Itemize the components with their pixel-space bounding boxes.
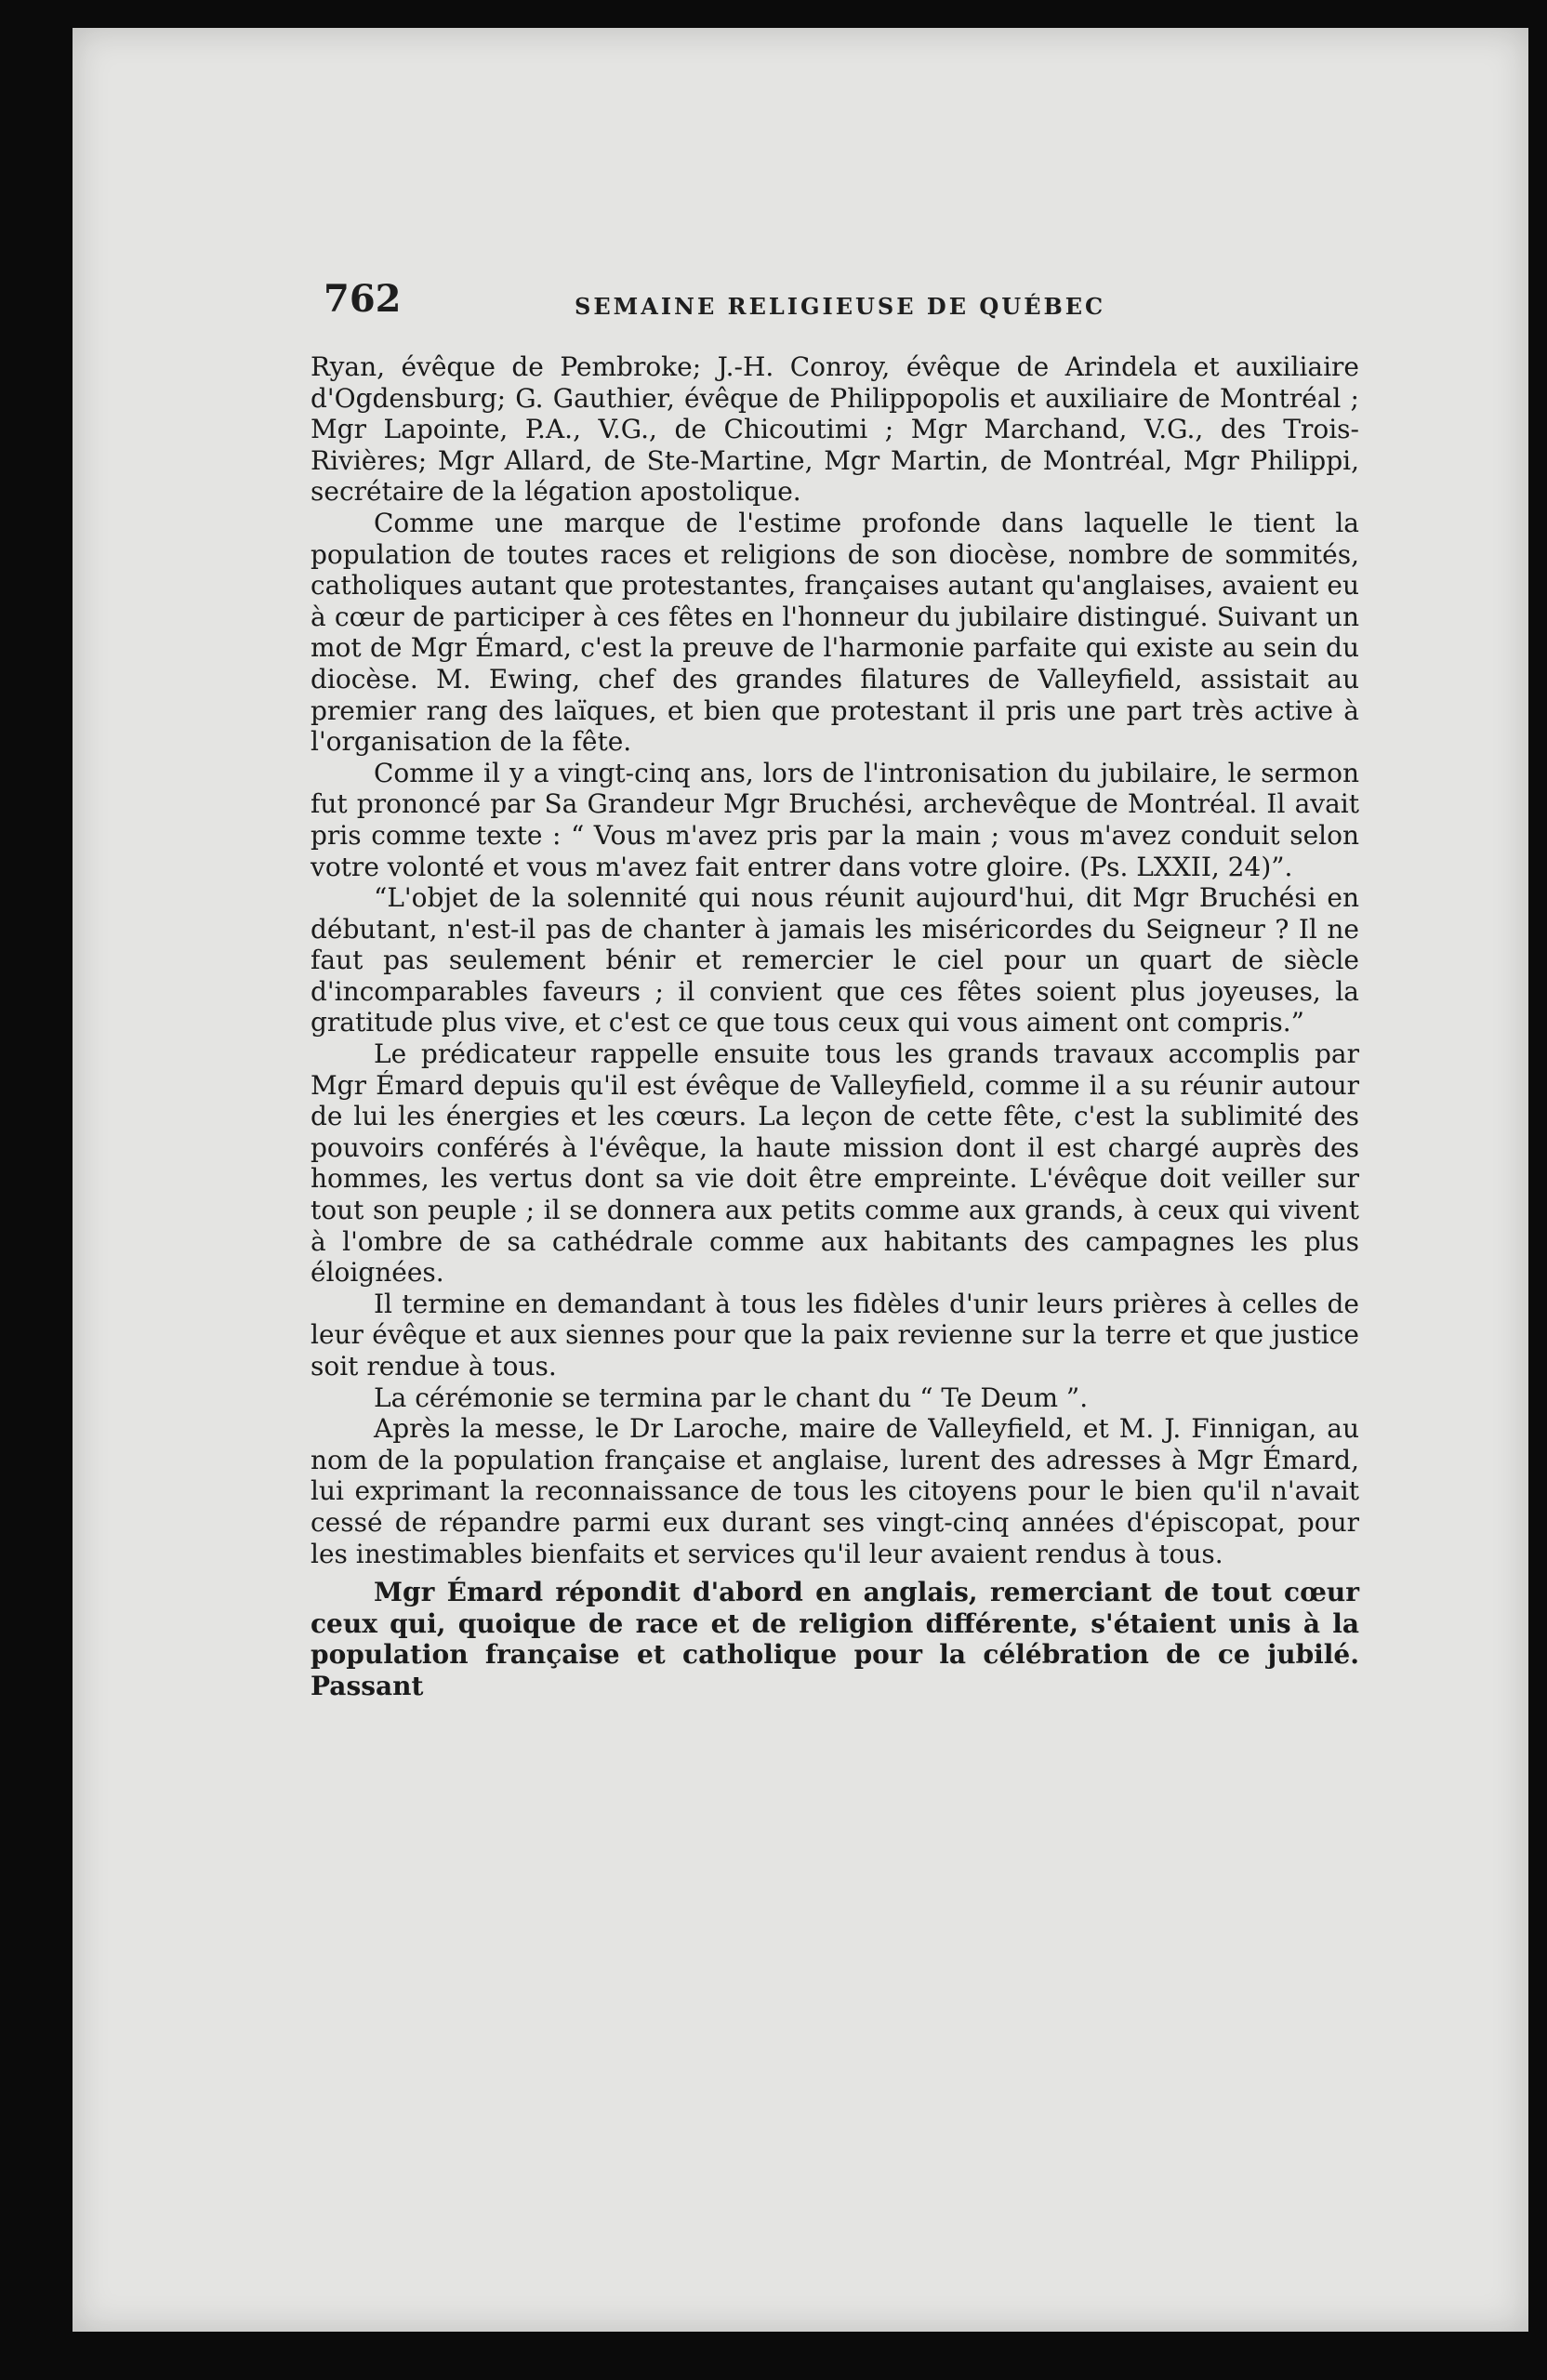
- page-number: 762: [324, 277, 402, 321]
- paragraph: Le prédicateur rappelle ensuite tous les grands travaux accomplis par Mgr Émard depuis qu'il est évêque de Valleyfield, comme il a su réunir autour de lui les énergies et les cœurs. La leçon de cette fête, c'est la sublimité des pouvoirs conférés à l'évêque, la haute mission dont il est chargé auprès des hommes, les vertus dont sa vie doit être empreinte. L'évêque doit veiller sur tout son peuple ; il se donnera aux petits comme aux grands, à ceux qui vivent à l'ombre de sa cathédrale comme aux habitants des campagnes les plus éloignées.: [311, 1038, 1359, 1289]
- paragraph: Ryan, évêque de Pembroke; J.-H. Conroy, évêque de Arindela et auxiliaire d'Ogdensburg; G. Gauthier, évêque de Philippopolis et auxiliaire de Montréal ; Mgr Lapointe, P.A., V.G., de Chicoutimi ; Mgr Marchand, V.G., des Trois-Rivières; Mgr Allard, de Ste-Martine, Mgr Martin, de Montréal, Mgr Philippi, secrétaire de la légation apostolique.: [311, 351, 1359, 508]
- article-body: [311, 351, 1359, 1702]
- paragraph: Il termine en demandant à tous les fidèles d'unir leurs prières à celles de leur évêque et aux siennes pour que la paix revienne sur la terre et que justice soit rendue à tous.: [311, 1288, 1359, 1382]
- paragraph: Mgr Émard répondit d'abord en anglais, remerciant de tout cœur ceux qui, quoique de race et de religion différente, s'étaient unis à la population française et catholique pour la célébration de ce jubilé. Passant: [311, 1577, 1359, 1701]
- paragraph: La cérémonie se termina par le chant du “ Te Deum ”.: [374, 1382, 1089, 1413]
- running-title: SEMAINE RELIGIEUSE DE QUÉBEC: [575, 293, 1106, 320]
- paragraph: Comme une marque de l'estime profonde dans laquelle le tient la population de toutes races et religions de son diocèse, nombre de sommités, catholiques autant que protestantes, françaises autant qu'anglaises, avaient eu à cœur de participer à ces fêtes en l'honneur du jubilaire distingué. Suivant un mot de Mgr Émard, c'est la preuve de l'harmonie parfaite qui existe au sein du diocèse. M. Ewing, chef des grandes filatures de Valleyfield, assistait au premier rang des laïques, et bien que protestant il pris une part très active à l'organisation de la fête.: [311, 507, 1359, 758]
- paragraph: Après la messe, le Dr Laroche, maire de Valleyfield, et M. J. Finnigan, au nom de la population française et anglaise, lurent des adresses à Mgr Émard, lui exprimant la reconnaissance de tous les citoyens pour le bien qu'il n'avait cessé de répandre parmi eux durant ses vingt-cinq années d'épiscopat, pour les inestimables bienfaits et services qu'il leur avaient rendus à tous.: [311, 1413, 1359, 1569]
- page-sheet: [73, 28, 1528, 2332]
- paragraph: Comme il y a vingt-cinq ans, lors de l'intronisation du jubilaire, le sermon fut prononcé par Sa Grandeur Mgr Bruchési, archevêque de Montréal. Il avait pris comme texte : “ Vous m'avez pris par la main ; vous m'avez conduit selon votre volonté et vous m'avez fait entrer dans votre gloire. (Ps. LXXII, 24)”.: [311, 757, 1359, 882]
- paragraph: “L'objet de la solennité qui nous réunit aujourd'hui, dit Mgr Bruchési en débutant, n'est-il pas de chanter à jamais les miséricordes du Seigneur ? Il ne faut pas seulement bénir et remercier le ciel pour un quart de siècle d'incomparables faveurs ; il convient que ces fêtes soient plus joyeuses, la gratitude plus vive, et c'est ce que tous ceux qui vous aiment ont compris.”: [311, 882, 1359, 1038]
